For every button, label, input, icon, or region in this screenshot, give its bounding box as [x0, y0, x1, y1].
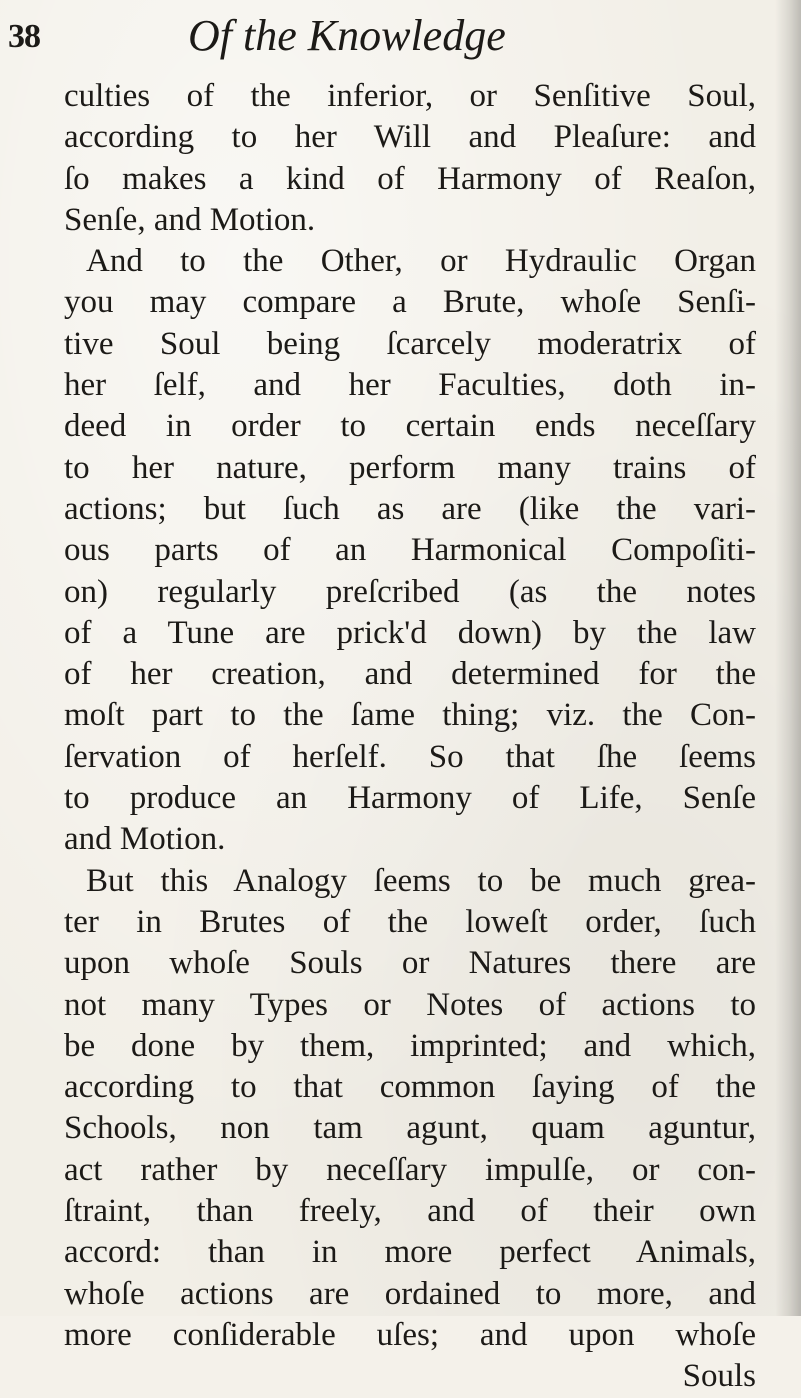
catchword: Souls	[682, 1358, 756, 1395]
text-line: to her nature, perform many trains of	[64, 449, 756, 486]
page-gutter-shadow	[775, 0, 801, 1316]
text-line: And to the Other, or Hydraulic Organ	[86, 243, 756, 280]
text-line: more conſiderable uſes; and upon whoſe	[64, 1316, 756, 1353]
catchword-line	[64, 1356, 756, 1397]
text-line: moſt part to the ſame thing; viz. the Con-	[64, 697, 756, 734]
text-line: whoſe actions are ordained to more, and	[64, 1275, 756, 1312]
body-text	[64, 76, 756, 1398]
text-line: of a Tune are prick'd down) by the law	[64, 614, 756, 651]
text-line: Senſe, and Motion.	[64, 201, 316, 238]
text-line: tive Soul being ſcarcely moderatrix of	[64, 325, 756, 362]
text-line: ſervation of herſelf. So that ſhe ſeems	[64, 738, 756, 775]
text-line: act rather by neceſſary impulſe, or con-	[64, 1151, 756, 1188]
text-line: deed in order to certain ends neceſſary	[64, 408, 756, 445]
running-head: Of the Knowledge	[188, 11, 506, 60]
text-line: ſtraint, than freely, and of their own	[64, 1193, 756, 1230]
text-line: actions; but ſuch as are (like the vari-	[64, 490, 756, 527]
text-line: be done by them, imprinted; and which,	[64, 1027, 756, 1064]
page-number: 38	[8, 18, 40, 55]
text-line: not many Types or Notes of actions to	[64, 986, 756, 1023]
text-line: to produce an Harmony of Life, Senſe	[64, 780, 756, 817]
text-line: ous parts of an Harmonical Compoſiti-	[64, 532, 756, 569]
text-line: of her creation, and determined for the	[64, 656, 756, 693]
text-line: according to her Will and Pleaſure: and	[64, 119, 756, 156]
text-line: and Motion.	[64, 821, 226, 858]
text-line: you may compare a Brute, whoſe Senſi-	[64, 284, 756, 321]
text-line: ter in Brutes of the loweſt order, ſuch	[64, 903, 756, 940]
text-line: ſo makes a kind of Harmony of Reaſon,	[64, 160, 756, 197]
text-line: But this Analogy ſeems to be much grea-	[86, 862, 756, 899]
text-line: upon whoſe Souls or Natures there are	[64, 945, 756, 982]
text-line: culties of the inferior, or Senſitive Soul,	[64, 78, 756, 114]
text-line: her ſelf, and her Faculties, doth in-	[64, 367, 756, 404]
text-line: on) regularly preſcribed (as the notes	[64, 573, 756, 610]
text-line: according to that common ſaying of the	[64, 1069, 756, 1106]
text-line: Schools, non tam agunt, quam aguntur,	[64, 1110, 756, 1147]
text-line: accord: than in more perfect Animals,	[64, 1234, 756, 1271]
